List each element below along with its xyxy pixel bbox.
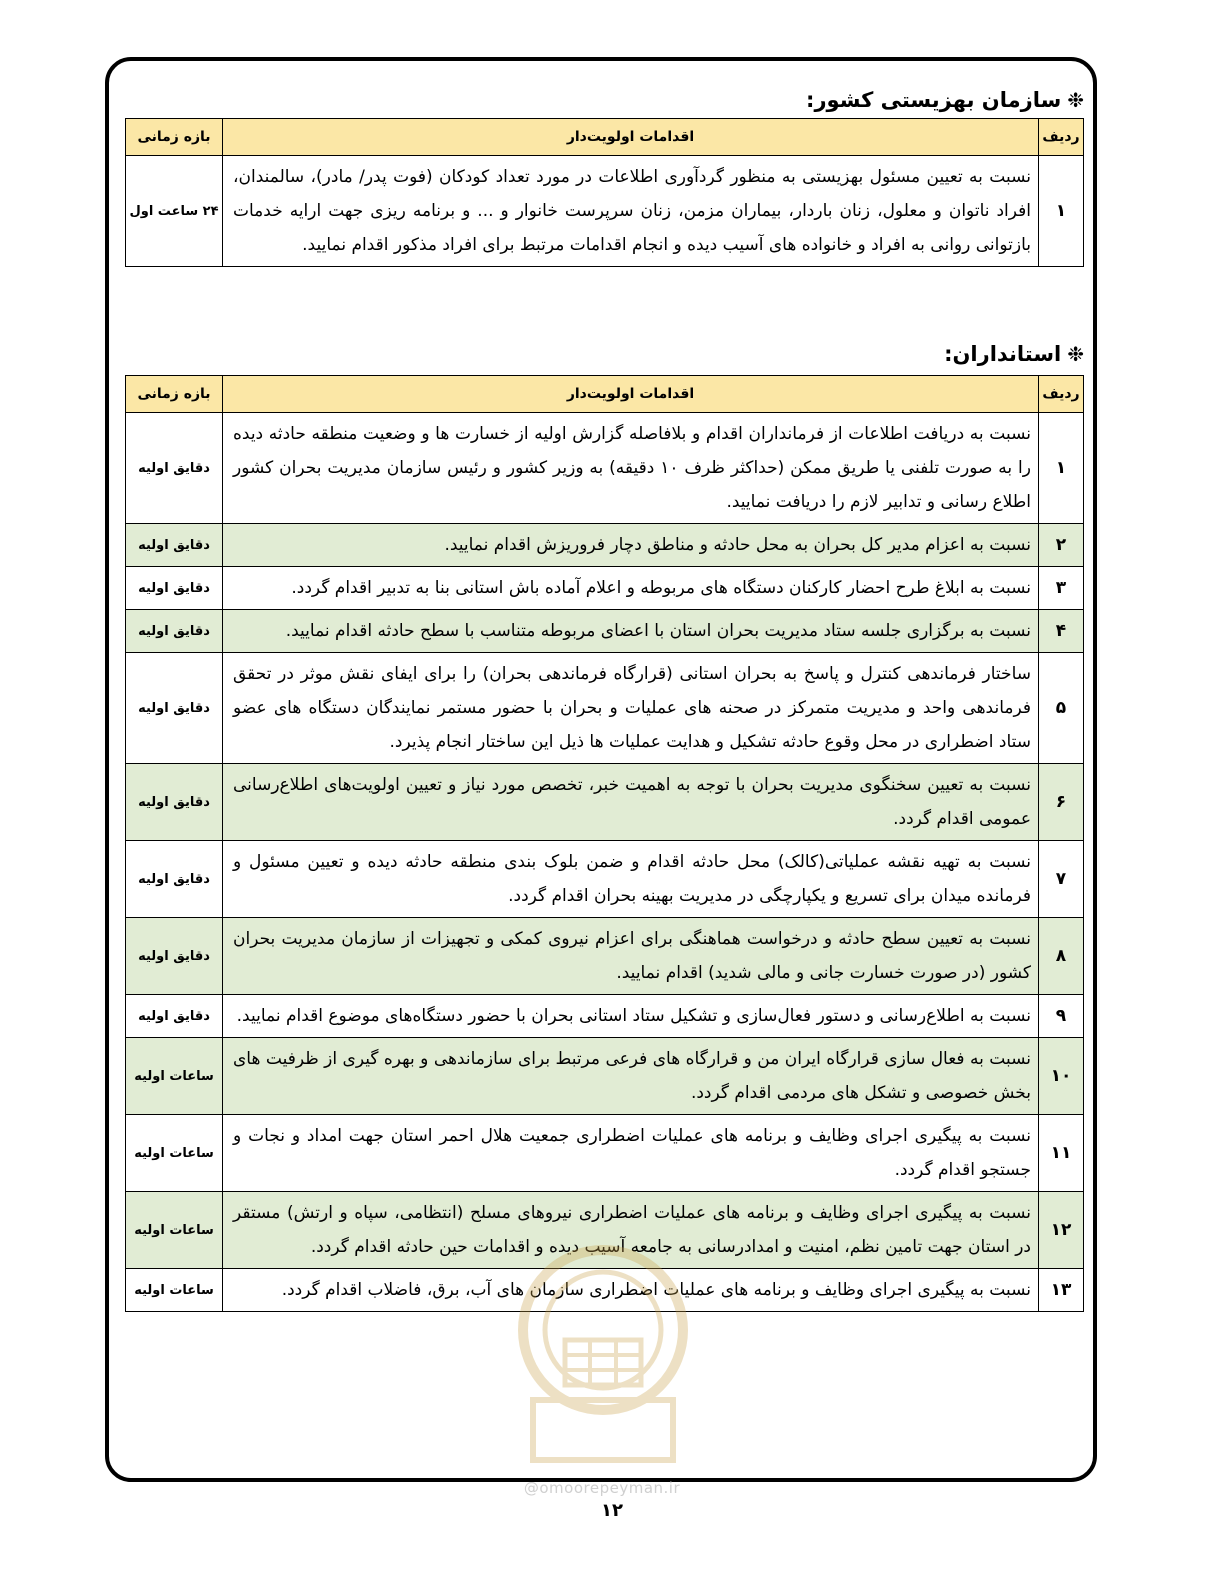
table-row (126, 156, 1084, 267)
time-cell: دقایق اولیه (126, 524, 223, 567)
time-cell: دقایق اولیه (126, 918, 223, 995)
table-row (126, 764, 1084, 841)
time-cell: ساعات اولیه (126, 1192, 223, 1269)
time-cell: ۲۴ ساعت اول (126, 156, 223, 267)
header-row-number: ردیف (1039, 376, 1084, 413)
action-cell: نسبت به برگزاری جلسه ستاد مدیریت بحران استان با اعضای مربوطه متناسب با سطح حادثه اقدام نمایید. (223, 610, 1039, 653)
table-row (126, 524, 1084, 567)
governors-table (125, 375, 1084, 1312)
row-number-cell: ۱ (1039, 156, 1084, 267)
header-row-number: ردیف (1039, 119, 1084, 156)
asterisk-icon: ❉ (1067, 88, 1084, 112)
action-cell: نسبت به تهیه نقشه عملیاتی(کالک) محل حادثه اقدام و ضمن بلوک بندی منطقه حادثه دیده و تعیین مسئول و فرمانده میدان برای تسریع و یکپارچگی در مدیریت بهینه بحران اقدام گردد. (223, 841, 1039, 918)
row-number-cell: ۵ (1039, 653, 1084, 764)
table-row (126, 918, 1084, 995)
table-row (126, 1038, 1084, 1115)
section-title-behzisti (806, 88, 1084, 112)
row-number-cell: ۴ (1039, 610, 1084, 653)
time-cell: دقایق اولیه (126, 567, 223, 610)
table-row (126, 1115, 1084, 1192)
watermark-url: @omoorepeyman.ir (523, 1479, 681, 1497)
asterisk-icon: ❉ (1067, 342, 1084, 366)
table-row (126, 995, 1084, 1038)
action-cell: نسبت به اعزام مدیر کل بحران به محل حادثه و مناطق دچار فروریزش اقدام نمایید. (223, 524, 1039, 567)
row-number-cell: ۶ (1039, 764, 1084, 841)
section-title-text: سازمان بهزیستی کشور: (806, 88, 1062, 112)
row-number-cell: ۹ (1039, 995, 1084, 1038)
row-number-cell: ۱۰ (1039, 1038, 1084, 1115)
time-cell: دقایق اولیه (126, 995, 223, 1038)
row-number-cell: ۲ (1039, 524, 1084, 567)
action-cell: نسبت به پیگیری اجرای وظایف و برنامه های عملیات اضطراری نیروهای مسلح (انتظامی، سپاه و ارتش) مستقر در استان جهت تامین نظم، امنیت و امدادرسانی به جامعه آسیب دیده و اقدامات حین حادثه اقدام گردد. (223, 1192, 1039, 1269)
row-number-cell: ۱۱ (1039, 1115, 1084, 1192)
row-number-cell: ۷ (1039, 841, 1084, 918)
action-cell: نسبت به پیگیری اجرای وظایف و برنامه های عملیات اضطراری سازمان های آب، برق، فاضلاب اقدام گردد. (223, 1269, 1039, 1312)
table-row (126, 841, 1084, 918)
action-cell: نسبت به ابلاغ طرح احضار کارکنان دستگاه های مربوطه و اعلام آماده باش استانی بنا به تدبیر اقدام گردد. (223, 567, 1039, 610)
table-row (126, 567, 1084, 610)
behzisti-table (125, 118, 1084, 267)
action-cell: نسبت به دریافت اطلاعات از فرمانداران اقدام و بلافاصله گزارش اولیه از خسارت ها و وضعیت منطقه حادثه دیده را به صورت تلفنی یا طریق ممکن (حداکثر ظرف ۱۰ دقیقه) به وزیر کشور و رئیس سازمان مدیریت بحران کشور اطلاع رسانی و تدابیر لازم را دریافت نمایید. (223, 413, 1039, 524)
action-cell: نسبت به پیگیری اجرای وظایف و برنامه های عملیات اضطراری جمعیت هلال احمر استان جهت امداد و نجات و جستجو اقدام گردد. (223, 1115, 1039, 1192)
action-cell: نسبت به تعیین سطح حادثه و درخواست هماهنگی برای اعزام نیروی کمکی و تجهیزات از سازمان مدیریت بحران کشور (در صورت خسارت جانی و مالی شدید) اقدام نمایید. (223, 918, 1039, 995)
table-row (126, 610, 1084, 653)
table-header-row (126, 376, 1084, 413)
table-header-row (126, 119, 1084, 156)
header-time: بازه زمانی (126, 119, 223, 156)
time-cell: دقایق اولیه (126, 413, 223, 524)
time-cell: دقایق اولیه (126, 610, 223, 653)
time-cell: ساعات اولیه (126, 1038, 223, 1115)
time-cell: ساعات اولیه (126, 1115, 223, 1192)
page-number: ۱۲ (601, 1500, 623, 1521)
time-cell: دقایق اولیه (126, 653, 223, 764)
action-cell: نسبت به اطلاع‌رسانی و دستور فعال‌سازی و تشکیل ستاد استانی بحران با حضور دستگاه‌های موضوع اقدام نمایید. (223, 995, 1039, 1038)
table-row (126, 413, 1084, 524)
row-number-cell: ۸ (1039, 918, 1084, 995)
row-number-cell: ۱۲ (1039, 1192, 1084, 1269)
time-cell: دقایق اولیه (126, 841, 223, 918)
action-cell: نسبت به تعیین سخنگوی مدیریت بحران با توجه به اهمیت خبر، تخصص مورد نیاز و تعیین اولویت‌های اطلاع‌رسانی عمومی اقدام گردد. (223, 764, 1039, 841)
row-number-cell: ۱ (1039, 413, 1084, 524)
action-cell: ساختار فرماندهی کنترل و پاسخ به بحران استانی (قرارگاه فرماندهی بحران) را برای ایفای نقش موثر در تحقق فرماندهی واحد و مدیریت متمرکز در صحنه های عملیات و بحران با حضور مستمر نمایندگان دستگاه های عضو ستاد اضطراری در محل وقوع حادثه تشکیل و هدایت عملیات ها ذیل این ساختار انجام پذیرد. (223, 653, 1039, 764)
row-number-cell: ۱۳ (1039, 1269, 1084, 1312)
action-cell: نسبت به فعال سازی قرارگاه ایران من و قرارگاه های فرعی مرتبط برای سازماندهی و بهره گیری از ظرفیت های بخش خصوصی و تشکل های مردمی اقدام گردد. (223, 1038, 1039, 1115)
header-time: بازه زمانی (126, 376, 223, 413)
time-cell: دقایق اولیه (126, 764, 223, 841)
time-cell: ساعات اولیه (126, 1269, 223, 1312)
action-cell: نسبت به تعیین مسئول بهزیستی به منظور گردآوری اطلاعات در مورد تعداد کودکان (فوت پدر/ مادر)، سالمندان، افراد ناتوان و معلول، زنان باردار، بیماران مزمن، زنان سرپرست خانوار و ... و برنامه ریزی جهت ارایه خدمات بازتوانی روانی به افراد و خانواده های آسیب دیده و انجام اقدامات مرتبط برای افراد مذکور اقدام نمایید. (223, 156, 1039, 267)
section-title-governors (944, 342, 1084, 366)
section-title-text: استانداران: (944, 342, 1062, 366)
table-row (126, 653, 1084, 764)
header-actions: اقدامات اولویت‌دار (223, 376, 1039, 413)
header-actions: اقدامات اولویت‌دار (223, 119, 1039, 156)
organization-seal-logo (503, 1240, 703, 1480)
row-number-cell: ۳ (1039, 567, 1084, 610)
